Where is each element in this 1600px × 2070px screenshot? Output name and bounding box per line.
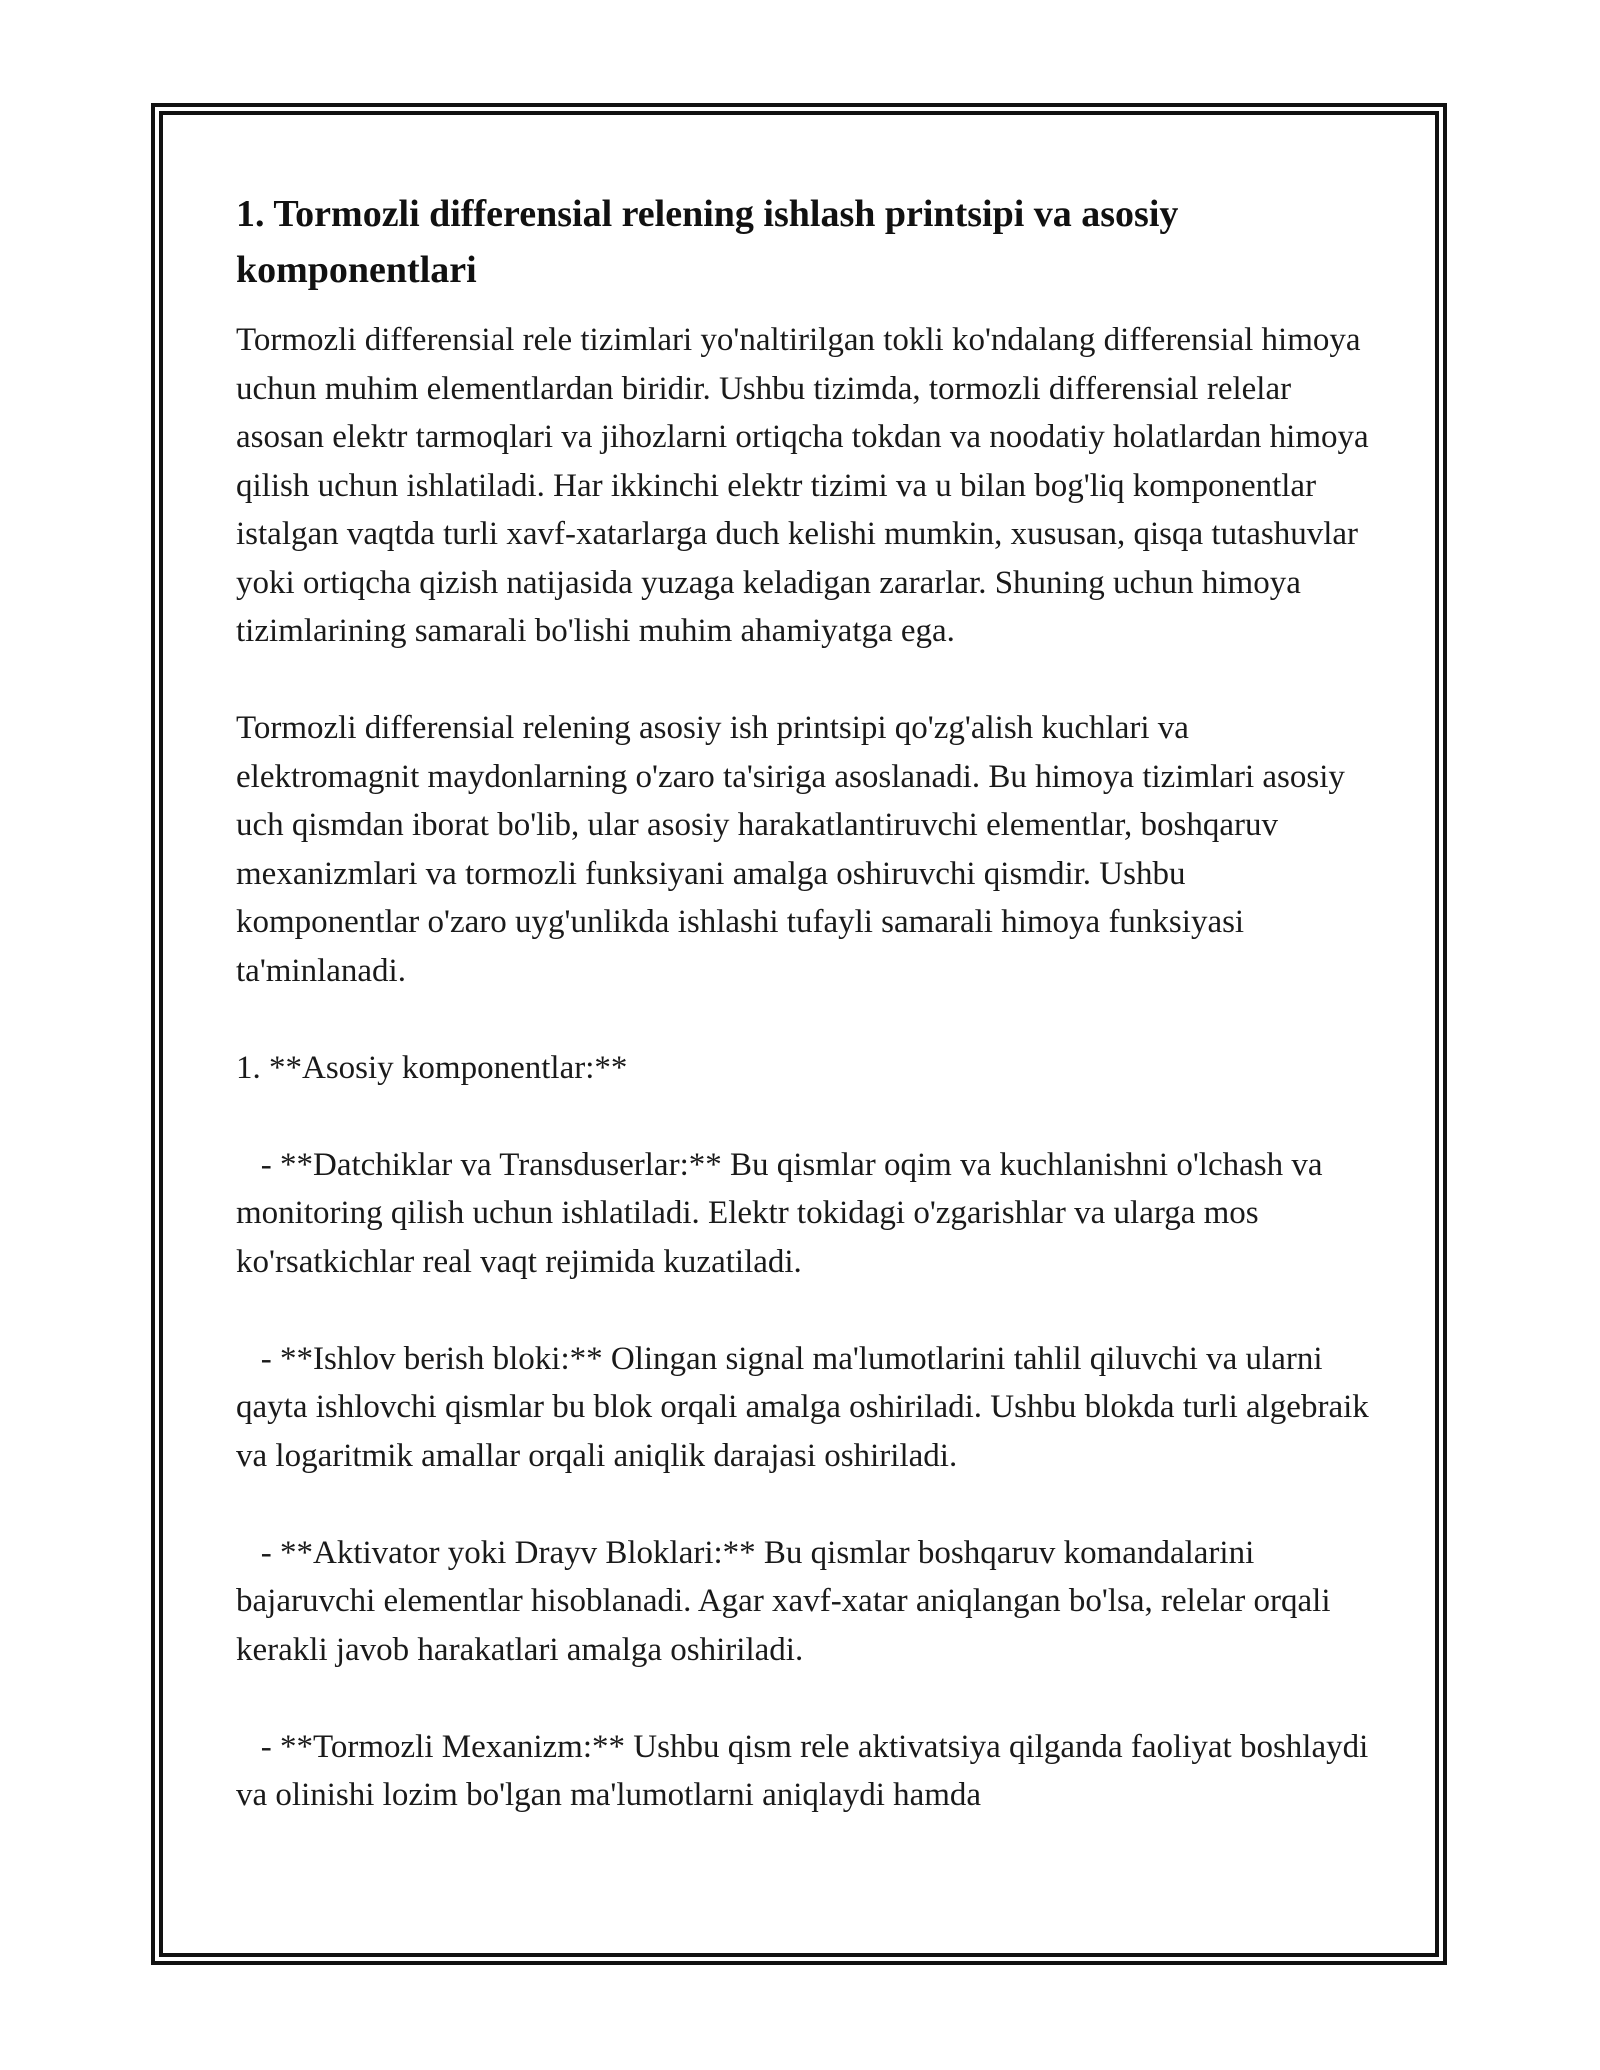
list-item-processing-block: - **Ishlov berish bloki:** Olingan signal ma'lumotlarini tahlil qiluvchi va ularni qayta ishlovchi qismlar bu blok orqali amalga oshiriladi. Ushbu blokda turli algebraik va logaritmik amallar orqali aniqlik darajasi oshiriladi. (236, 1340, 1378, 1474)
list-heading-components: 1. **Asosiy komponentlar:** (236, 1049, 628, 1086)
document-body (236, 186, 1376, 1820)
section-heading: 1. Tormozli differensial relening ishlash printsipi va asosiy komponentlari (236, 193, 1179, 291)
paragraph-gap (236, 1480, 1376, 1529)
list-item-sensors: - **Datchiklar va Transduserlar:** Bu qismlar oqim va kuchlanishni o'lchash va monitoring qilish uchun ishlatiladi. Elektr tokidagi o'zgarishlar va ularga mos ko'rsatkichlar real vaqt rejimida kuzatiladi. (236, 1146, 1331, 1280)
paragraph-principle: Tormozli differensial relening asosiy ish printsipi qo'zg'alish kuchlari va elektromagnit maydonlarning o'zaro ta'siriga asoslanadi. Bu himoya tizimlari asosiy uch qismdan iborat bo'lib, ular asosiy harakatlantiruvchi elementlar, boshqaruv mexanizmlari va tormozli funksiyani amalga oshiruvchi qismdir. Ushbu komponentlar o'zaro uyg'unlikda ishlashi tufayli samarali himoya funksiyasi ta'minlanadi. (236, 710, 1354, 989)
list-item-brake-mechanism: - **Tormozli Mexanizm:** Ushbu qism rele aktivatsiya qilganda faoliyat boshlaydi va olinishi lozim bo'lgan ma'lumotlarni aniqlaydi hamda (236, 1728, 1377, 1813)
paragraph-gap (236, 995, 1376, 1044)
paragraph-gap (236, 1286, 1376, 1335)
paragraph-gap (236, 1092, 1376, 1141)
paragraph-gap (236, 1674, 1376, 1723)
list-item-actuator-blocks: - **Aktivator yoki Drayv Bloklari:** Bu qismlar boshqaruv komandalarini bajaruvchi elementlar hisoblanadi. Agar xavf-xatar aniqlangan bo'lsa, relelar orqali kerakli javob harakatlari amalga oshiriladi. (236, 1534, 1339, 1668)
paragraph-intro: Tormozli differensial rele tizimlari yo'naltirilgan tokli ko'ndalang differensial himoya uchun muhim elementlardan biridir. Ushbu tizimda, tormozli differensial relelar asosan elektr tarmoqlari va jihozlarni ortiqcha tokdan va noodatiy holatlardan himoya qilish uchun ishlatiladi. Har ikkinchi elektr tizimi va u bilan bog'liq komponentlar istalgan vaqtda turli xavf-xatarlarga duch kelishi mumkin, xususan, qisqa tutashuvlar yoki ortiqcha qizish natijasida yuzaga keladigan zararlar. Shuning uchun himoya tizimlarining samarali bo'lishi muhim ahamiyatga ega. (236, 322, 1377, 649)
paragraph-gap (236, 656, 1376, 705)
